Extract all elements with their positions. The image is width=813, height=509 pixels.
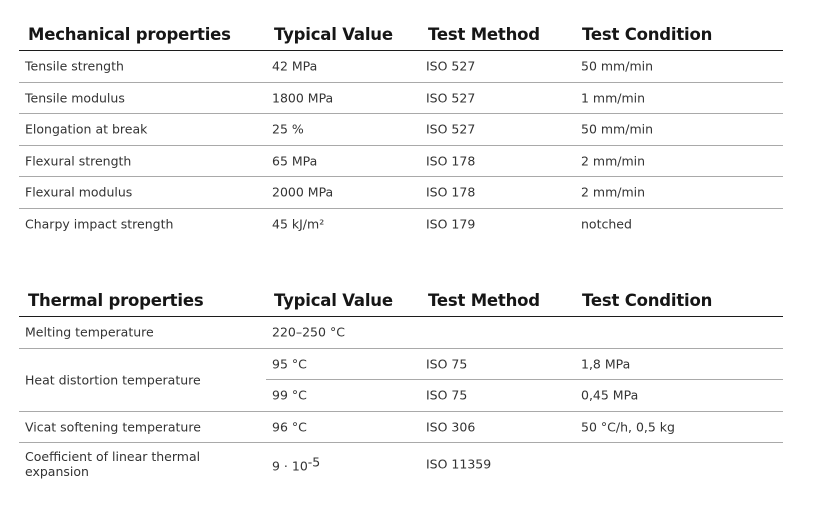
typical-value: 1800 MPa xyxy=(272,90,334,106)
property-name: Flexural modulus xyxy=(25,184,133,200)
thermal-properties-table xyxy=(19,288,783,485)
table-row xyxy=(19,114,783,146)
test-method: ISO 178 xyxy=(426,184,476,200)
property-name: Heat distortion temperature xyxy=(25,372,201,387)
table-row xyxy=(19,177,783,209)
table-row xyxy=(19,412,783,444)
thermal-header-row xyxy=(19,288,783,317)
typical-value xyxy=(272,455,320,474)
test-method: ISO 527 xyxy=(426,90,476,106)
property-name: Flexural strength xyxy=(25,153,132,169)
table-sub-row xyxy=(266,380,783,411)
typical-value: 45 kJ/m² xyxy=(272,216,325,232)
thermal-header-condition: Test Condition xyxy=(582,291,713,310)
property-name: Vicat softening temperature xyxy=(25,419,201,435)
property-name: Elongation at break xyxy=(25,121,148,137)
test-method: ISO 306 xyxy=(426,419,476,435)
test-method: ISO 179 xyxy=(426,216,476,232)
test-condition: notched xyxy=(581,216,632,232)
mechanical-header-property: Mechanical properties xyxy=(28,25,231,44)
test-condition: 50 °C/h, 0,5 kg xyxy=(581,419,675,435)
thermal-header-property: Thermal properties xyxy=(28,291,204,310)
typical-value: 2000 MPa xyxy=(272,184,334,200)
typical-value: 96 °C xyxy=(272,419,307,435)
typical-value: 25 % xyxy=(272,121,304,137)
typical-value: 42 MPa xyxy=(272,58,318,74)
test-method: ISO 11359 xyxy=(426,456,492,472)
value-exponent: -5 xyxy=(307,454,321,470)
thermal-header-value: Typical Value xyxy=(274,291,393,310)
test-method: ISO 178 xyxy=(426,153,476,169)
property-name: Tensile strength xyxy=(25,58,124,74)
test-condition: 2 mm/min xyxy=(581,184,646,200)
table-row xyxy=(19,51,783,83)
table-row xyxy=(19,146,783,178)
table-row xyxy=(19,317,783,349)
mechanical-header-row xyxy=(19,22,783,51)
property-name: Charpy impact strength xyxy=(25,216,174,232)
test-condition: 0,45 MPa xyxy=(581,387,639,403)
property-name: Melting temperature xyxy=(25,324,154,340)
test-condition: 1 mm/min xyxy=(581,90,646,106)
property-name: Coefficient of linear thermal expansion xyxy=(25,449,201,479)
typical-value: 95 °C xyxy=(272,356,307,371)
typical-value: 65 MPa xyxy=(272,153,318,169)
test-condition: 2 mm/min xyxy=(581,153,646,169)
table-row xyxy=(19,443,783,485)
test-method: ISO 75 xyxy=(426,356,468,371)
mechanical-properties-table xyxy=(19,22,783,240)
table-row xyxy=(19,209,783,241)
mechanical-header-value: Typical Value xyxy=(274,25,393,44)
heat-distortion-group xyxy=(19,349,783,412)
typical-value: 220–250 °C xyxy=(272,324,345,340)
mechanical-header-condition: Test Condition xyxy=(582,25,713,44)
test-condition: 1,8 MPa xyxy=(581,356,631,371)
typical-value: 99 °C xyxy=(272,387,307,403)
test-method: ISO 527 xyxy=(426,58,476,74)
value-base: 9 · 10 xyxy=(272,458,308,474)
test-method: ISO 527 xyxy=(426,121,476,137)
property-name: Tensile modulus xyxy=(25,90,125,106)
thermal-header-method: Test Method xyxy=(428,291,540,310)
test-method: ISO 75 xyxy=(426,387,468,403)
test-condition: 50 mm/min xyxy=(581,58,654,74)
test-condition: 50 mm/min xyxy=(581,121,654,137)
mechanical-header-method: Test Method xyxy=(428,25,540,44)
table-row xyxy=(19,83,783,115)
table-sub-row xyxy=(266,349,783,380)
